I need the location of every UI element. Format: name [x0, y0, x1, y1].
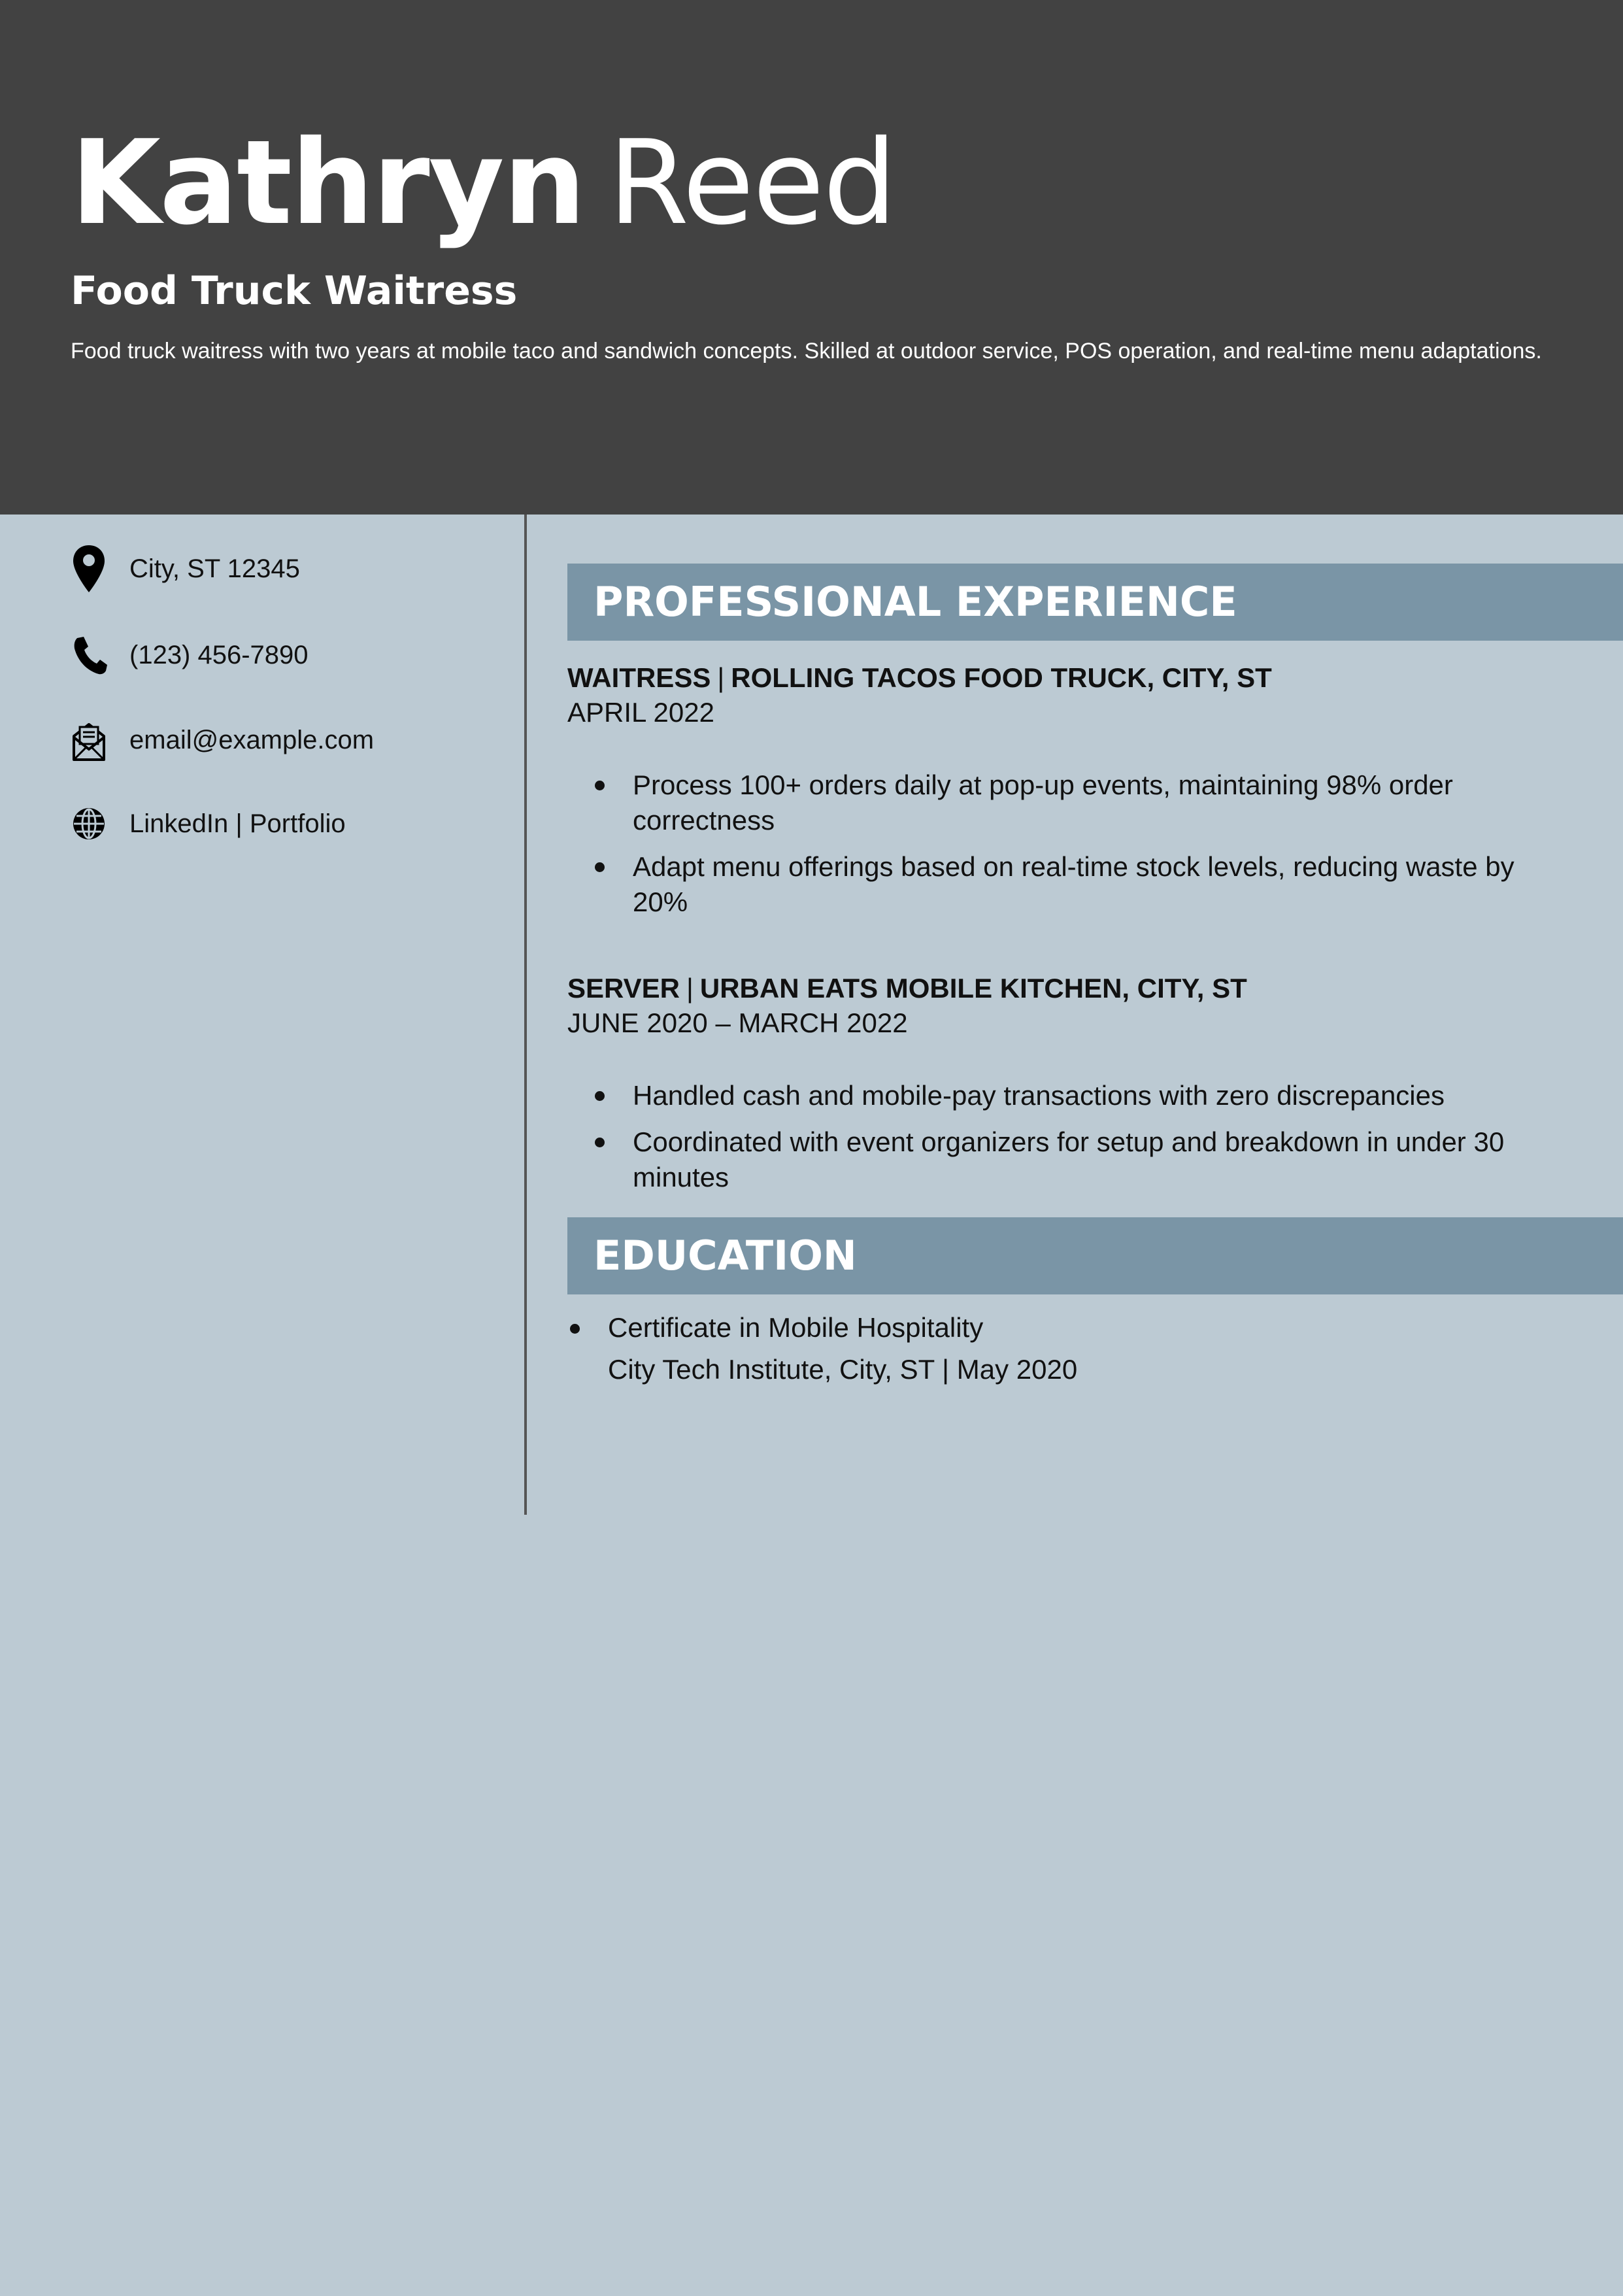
job-company: URBAN EATS MOBILE KITCHEN, CITY, ST: [699, 973, 1247, 1004]
location-text: City, ST 12345: [129, 554, 300, 583]
envelope-icon: [71, 714, 107, 766]
phone-text: (123) 456-7890: [129, 640, 309, 669]
web-text: LinkedIn | Portfolio: [129, 809, 346, 838]
job-role: SERVER: [567, 973, 680, 1004]
job-separator: |: [686, 973, 694, 1004]
job-title: Food Truck Waitress: [71, 268, 518, 314]
contact-email: [71, 714, 374, 766]
profile-summary: Food truck waitress with two years at mobile taco and sandwich concepts. Skilled at outdoor service, POS operation, and real-time menu adaptations.: [71, 339, 1542, 363]
contact-location: [71, 543, 300, 595]
job-2-bullet-2: Coordinated with event organizers for setup and breakdown in under 30 minutes: [633, 1124, 1561, 1195]
job-role: WAITRESS: [567, 662, 711, 693]
phone-icon: [71, 629, 107, 681]
job-date-2: JUNE 2020 – MARCH 2022: [567, 1007, 908, 1038]
job-2-bullet-1: Handled cash and mobile-pay transactions with zero discrepancies: [633, 1078, 1561, 1113]
email-text: email@example.com: [129, 725, 375, 754]
education-degree: Certificate in Mobile Hospitality: [608, 1312, 984, 1343]
location-pin-icon: [71, 543, 107, 595]
education-heading: EDUCATION: [567, 1217, 1623, 1294]
job-date-1: APRIL 2022: [567, 697, 714, 728]
contact-phone: [71, 629, 309, 681]
candidate-name: [71, 114, 895, 252]
job-company: ROLLING TACOS FOOD TRUCK, CITY, ST: [731, 662, 1272, 693]
column-divider: [524, 515, 527, 1515]
job-1-bullet-2: Adapt menu offerings based on real-time stock levels, reducing waste by 20%: [633, 849, 1561, 920]
contact-web: [71, 798, 346, 850]
job-separator: |: [717, 662, 725, 693]
experience-heading: PROFESSIONAL EXPERIENCE: [567, 564, 1623, 641]
globe-icon: [71, 798, 107, 850]
job-title-2: [567, 971, 1247, 1006]
first-name: Kathryn: [71, 115, 585, 250]
last-name: Reed: [608, 115, 896, 250]
job-title-1: [567, 660, 1272, 696]
education-details: City Tech Institute, City, ST | May 2020: [608, 1354, 1078, 1385]
header-banner: [0, 0, 1623, 515]
job-1-bullet-1: Process 100+ orders daily at pop-up events, maintaining 98% order correctness: [633, 768, 1561, 838]
education-item: [608, 1307, 1523, 1391]
